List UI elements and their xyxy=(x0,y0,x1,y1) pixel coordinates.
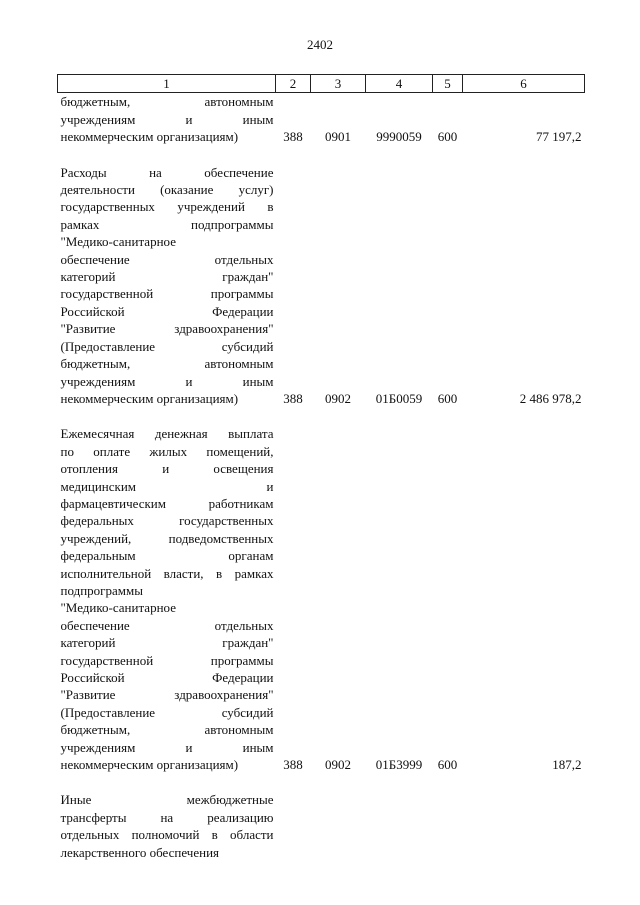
row-col-3: 0902 xyxy=(325,757,351,773)
description-line: некоммерческим организациям) xyxy=(60,129,239,145)
description-line: учреждениям и иным xyxy=(60,373,274,389)
description-line: категорий граждан" xyxy=(60,635,274,651)
description-line: по оплате жилых помещений, xyxy=(60,443,274,459)
description-line: учреждениям и иным xyxy=(60,111,274,127)
description-line: отопления и освещения xyxy=(60,461,274,477)
row-col-4: 01Б0059 xyxy=(375,390,423,406)
header-col-3: 3 xyxy=(311,75,366,93)
row-description xyxy=(58,791,276,861)
description-line: (Предоставление субсидий xyxy=(60,338,274,354)
row-col-2: 388 xyxy=(283,129,303,145)
row-col-2 xyxy=(276,791,311,861)
description-line: бюджетным, автономным xyxy=(60,722,274,738)
row-amount xyxy=(463,791,585,861)
description-line: обеспечение отдельных xyxy=(60,251,274,267)
description-line: учреждениям и иным xyxy=(60,739,274,755)
description-line: государственных учреждений в xyxy=(60,199,274,215)
table-row xyxy=(58,164,585,408)
description-line: бюджетным, автономным xyxy=(60,94,274,110)
row-col-2: 388 xyxy=(283,390,303,406)
description-line: некоммерческим организациям) xyxy=(60,757,239,773)
description-line: "Медико-санитарное xyxy=(60,234,176,250)
row-description xyxy=(58,93,276,146)
row-description xyxy=(58,425,276,773)
description-line: обеспечение отдельных xyxy=(60,617,274,633)
table-row xyxy=(58,93,585,146)
description-line: медицинским и xyxy=(60,478,274,494)
description-line: некоммерческим организациям) xyxy=(60,390,239,406)
header-col-5: 5 xyxy=(433,75,463,93)
page-number: 2402 xyxy=(307,37,333,52)
table-row xyxy=(58,425,585,773)
description-line: (Предоставление субсидий xyxy=(60,704,274,720)
description-line: федеральных государственных xyxy=(60,513,274,529)
description-line: бюджетным, автономным xyxy=(60,356,274,372)
description-line: деятельности (оказание услуг) xyxy=(60,182,274,198)
description-line: "Развитие здравоохранения" xyxy=(60,321,274,337)
description-line: учреждений, подведомственных xyxy=(60,530,274,546)
row-col-3: 0901 xyxy=(325,129,351,145)
header-col-4: 4 xyxy=(366,75,433,93)
description-line: федеральным органам xyxy=(60,548,274,564)
row-spacer xyxy=(58,773,585,791)
budget-table xyxy=(57,74,585,861)
description-line: Иные межбюджетные xyxy=(60,792,274,808)
description-line: отдельных полномочий в области xyxy=(60,827,274,843)
description-line: подпрограммы xyxy=(60,582,143,598)
header-col-6: 6 xyxy=(463,75,585,93)
description-line: Российской Федерации xyxy=(60,303,274,319)
description-line: "Медико-санитарное xyxy=(60,600,176,616)
row-col-4 xyxy=(366,791,433,861)
description-line: Расходы на обеспечение xyxy=(60,164,274,180)
row-amount: 187,2 xyxy=(552,757,582,773)
row-description xyxy=(58,164,276,408)
row-col-3: 0902 xyxy=(325,390,351,406)
row-col-3 xyxy=(311,791,366,861)
row-col-5: 600 xyxy=(437,129,458,145)
row-col-5: 600 xyxy=(437,390,458,406)
row-col-5 xyxy=(433,791,463,861)
description-line: Российской Федерации xyxy=(60,670,274,685)
description-line: государственной программы xyxy=(60,652,274,668)
row-amount: 2 486 978,2 xyxy=(519,390,582,406)
description-line: Ежемесячная денежная выплата xyxy=(60,426,274,442)
description-line: "Развитие здравоохранения" xyxy=(60,687,274,703)
description-line: фармацевтическим работникам xyxy=(60,495,274,511)
description-line: категорий граждан" xyxy=(60,269,274,285)
row-col-5: 600 xyxy=(437,757,458,773)
description-line: трансферты на реализацию xyxy=(60,809,274,825)
description-line: лекарственного обеспечения xyxy=(60,844,220,860)
row-col-4: 01Б3999 xyxy=(375,757,423,773)
row-amount: 77 197,2 xyxy=(536,129,582,145)
description-line: рамках подпрограммы xyxy=(60,216,274,232)
row-spacer xyxy=(58,146,585,164)
header-col-1: 1 xyxy=(58,75,276,93)
description-line: исполнительной власти, в рамках xyxy=(60,565,274,581)
row-spacer xyxy=(58,407,585,425)
table-row xyxy=(58,791,585,861)
row-col-4: 9990059 xyxy=(376,129,422,145)
header-col-2: 2 xyxy=(276,75,311,93)
header-row xyxy=(58,75,585,93)
description-line: государственной программы xyxy=(60,286,274,302)
row-col-2: 388 xyxy=(283,757,303,773)
